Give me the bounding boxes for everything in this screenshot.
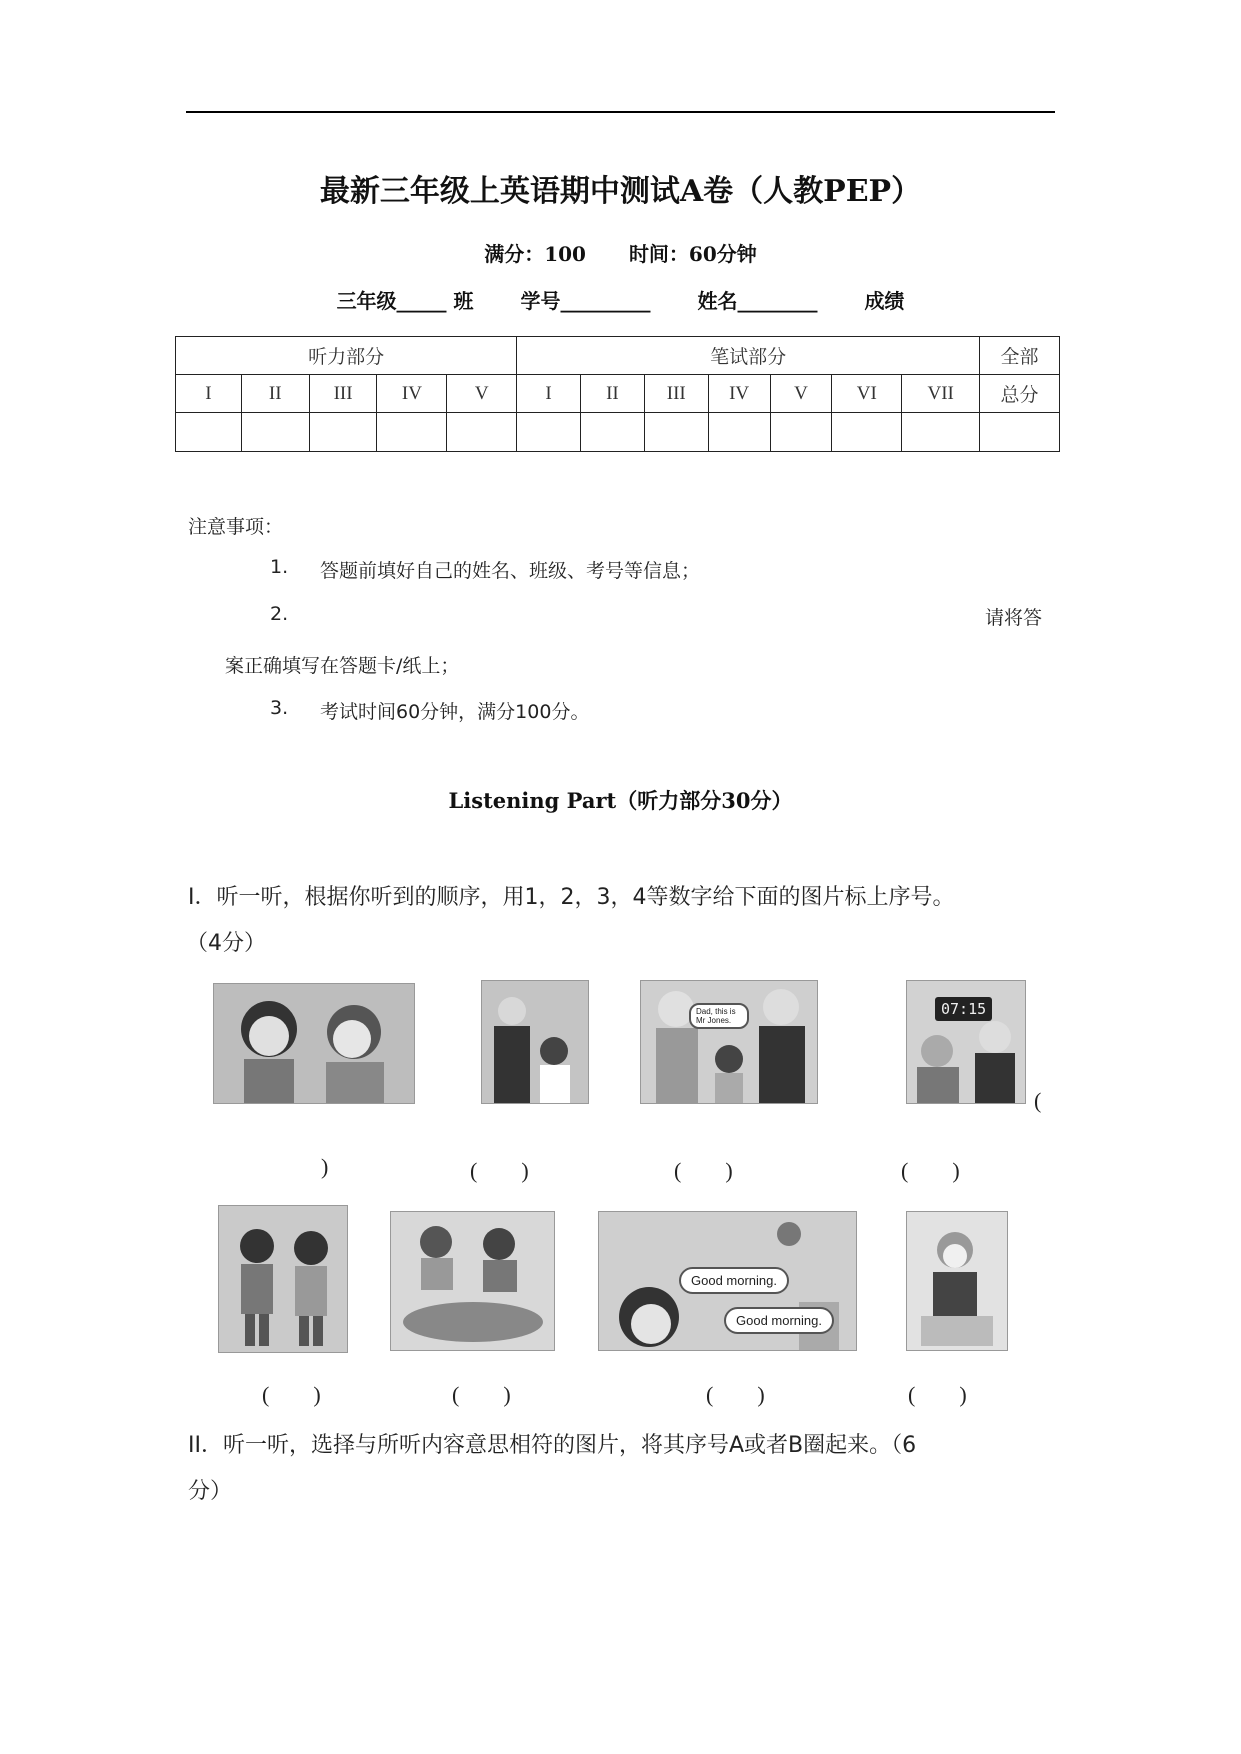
score-cell[interactable] [980, 413, 1060, 452]
notes-heading: 注意事项： [188, 516, 284, 538]
answer-blank[interactable]: ( ) [674, 1158, 733, 1183]
written-col: I [517, 375, 581, 413]
note-text: 考试时间60分钟，满分100分。 [320, 701, 590, 723]
score-cell[interactable] [708, 413, 770, 452]
clock-display: 07:15 [935, 997, 992, 1021]
total-header: 全部 [980, 337, 1060, 375]
question-2-text: II．听一听，选择与所听内容意思相符的图片，将其序号A或者B圈起来。（6 [188, 1433, 917, 1458]
speech-bubble: Good morning. [679, 1267, 789, 1294]
answer-paren-open: ( [1034, 1088, 1042, 1113]
name-field[interactable]: 姓名________ [697, 289, 818, 313]
score-cell[interactable] [644, 413, 708, 452]
listening-col: III [309, 375, 377, 413]
answer-blank[interactable]: ( ) [901, 1158, 960, 1183]
listening-col: I [176, 375, 242, 413]
picture-kids-playing [390, 1211, 555, 1351]
note-number: 3. [270, 697, 289, 719]
note-text: 答题前填好自己的姓名、班级、考号等信息； [320, 560, 701, 582]
question-1-text: I．听一听，根据你听到的顺序，用1，2，3，4等数字给下面的图片标上序号。 [188, 885, 955, 910]
family-illustration-icon [641, 981, 817, 1103]
picture-good-morning [598, 1211, 857, 1351]
teacher-desk-illustration-icon [907, 1212, 1007, 1350]
exam-time: 时间：60分钟 [628, 242, 757, 266]
written-col: IV [708, 375, 770, 413]
full-score: 满分：100 [484, 242, 586, 266]
student-number-field[interactable]: 学号_________ [520, 289, 651, 313]
answer-blank[interactable]: ) [321, 1154, 329, 1179]
total-score-header: 总分 [980, 375, 1060, 413]
picture-teacher-desk [906, 1211, 1008, 1351]
note-number: 1. [270, 556, 289, 578]
written-col: V [770, 375, 832, 413]
answer-blank[interactable]: ( ) [452, 1382, 511, 1407]
question-1-points: （4分） [186, 931, 266, 956]
written-col: II [580, 375, 644, 413]
listening-col: IV [377, 375, 447, 413]
score-table [175, 336, 1060, 452]
written-col: VI [832, 375, 902, 413]
teacher-illustration-icon [482, 981, 588, 1103]
student-info [0, 285, 1241, 314]
girls-illustration-icon [214, 984, 414, 1103]
section-title: Listening Part（听力部分30分） [448, 788, 793, 813]
note-text: 请将答 [985, 607, 1043, 629]
score-cell[interactable] [902, 413, 980, 452]
picture-two-girls [213, 983, 415, 1104]
listening-col: V [447, 375, 517, 413]
kids-playing-illustration-icon [391, 1212, 554, 1350]
grade-class-field[interactable]: 三年级_____ 班 [336, 289, 474, 313]
score-cell[interactable] [770, 413, 832, 452]
answer-blank[interactable]: ( ) [262, 1382, 321, 1407]
kids-walking-illustration-icon [219, 1206, 347, 1352]
listening-header: 听力部分 [176, 337, 517, 375]
picture-teacher-boy [481, 980, 589, 1104]
score-cell[interactable] [241, 413, 309, 452]
note-number: 2. [270, 603, 289, 625]
question-2-points: 分） [188, 1479, 233, 1504]
picture-morning-clock [906, 980, 1026, 1104]
answer-blank[interactable]: ( ) [470, 1158, 529, 1183]
speech-bubble: Good morning. [724, 1307, 834, 1334]
picture-kids-walking [218, 1205, 348, 1353]
score-cell[interactable] [517, 413, 581, 452]
picture-introduce-dad [640, 980, 818, 1104]
answer-blank[interactable]: ( ) [908, 1382, 967, 1407]
note-text: 案正确填写在答题卡/纸上； [225, 655, 460, 677]
listening-col: II [241, 375, 309, 413]
page-title: 最新三年级上英语期中测试A卷（人教PEP） [319, 174, 922, 209]
written-col: III [644, 375, 708, 413]
exam-meta [0, 238, 1241, 267]
score-cell[interactable] [309, 413, 377, 452]
speech-bubble: Dad, this is Mr Jones. [689, 1003, 749, 1029]
answer-blank[interactable]: ( ) [706, 1382, 765, 1407]
score-cell[interactable] [176, 413, 242, 452]
written-col: VII [902, 375, 980, 413]
score-label: 成绩 [864, 289, 905, 313]
top-rule [186, 111, 1055, 113]
score-cell[interactable] [377, 413, 447, 452]
score-cell[interactable] [832, 413, 902, 452]
score-cell[interactable] [447, 413, 517, 452]
written-header: 笔试部分 [517, 337, 980, 375]
score-cell[interactable] [580, 413, 644, 452]
